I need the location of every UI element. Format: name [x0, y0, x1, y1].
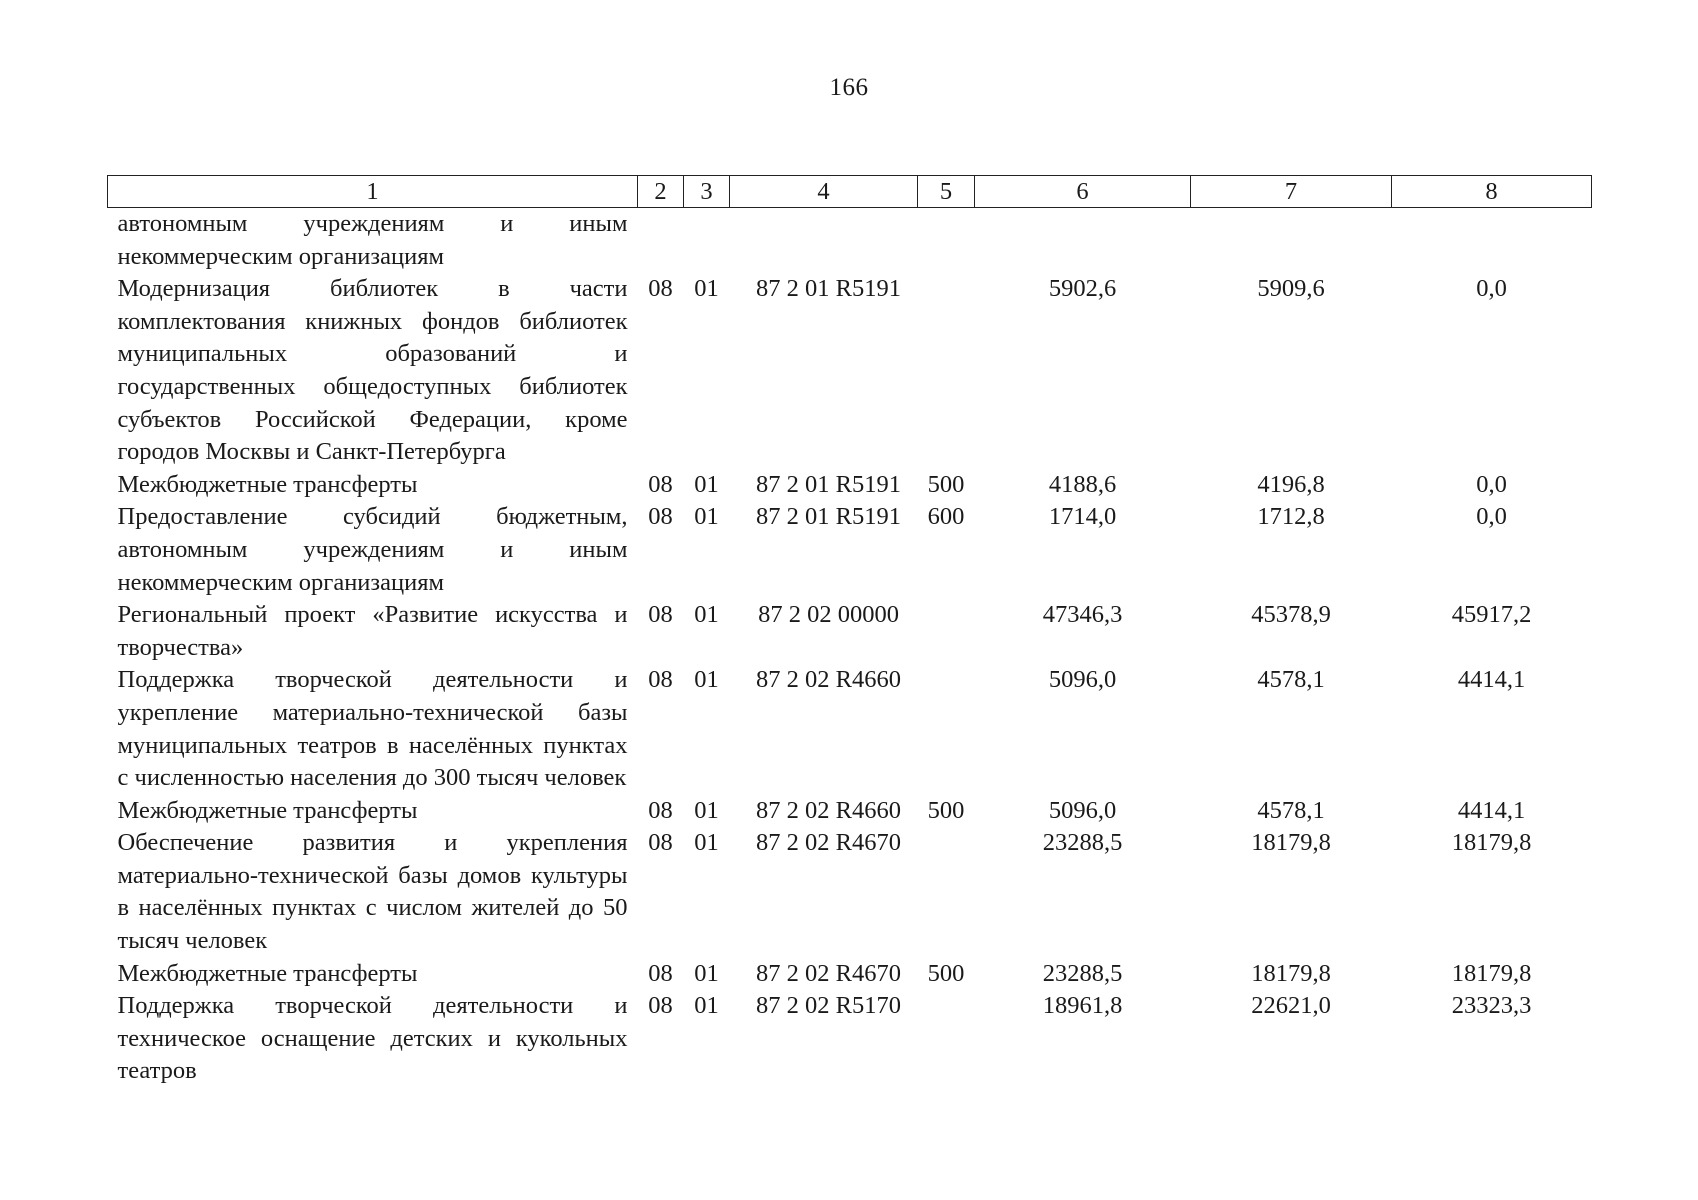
expense-type-cell	[918, 599, 975, 664]
amount-year1-cell: 5096,0	[1048, 666, 1117, 694]
expense-name-cell: Предоставление субсидий бюджетным, автономным учреждениям и иным некоммерческим организациям	[117, 503, 628, 596]
target-article-code: 87 2 02 00000	[758, 601, 899, 629]
expense-name-cell: Межбюджетные трансферты	[117, 959, 418, 987]
amount-year2-cell: 4196,8	[1257, 470, 1325, 498]
table-row	[108, 664, 1592, 794]
amount-year1-cell: 5096,0	[1048, 796, 1117, 824]
target-article-code: 87 2 02 R4670	[756, 959, 901, 987]
expense-type-cell	[918, 273, 975, 469]
amount-year1-cell	[975, 208, 1191, 274]
subsection-code-cell: 01	[694, 796, 719, 824]
expense-name-cell: Модернизация библиотек в части комплектования книжных фондов библиотек муниципальных образований и государственных общедоступных библиотек субъектов Российской Федерации, кроме городов Москвы и Санкт-Петербурга	[117, 275, 628, 466]
expense-type-cell: 500	[927, 470, 965, 498]
section-code-cell: 08	[648, 992, 673, 1020]
column-header: 4	[730, 176, 918, 208]
target-article-cell	[730, 501, 918, 599]
target-article-code: 87 2 02 R4660	[756, 666, 901, 694]
expense-type-cell	[918, 208, 975, 274]
expense-name-cell: Межбюджетные трансферты	[117, 470, 418, 498]
target-article-cell	[730, 958, 918, 991]
amount-year3-cell: 18179,8	[1451, 829, 1532, 857]
section-code-cell: 08	[648, 275, 673, 303]
table-row	[108, 827, 1592, 957]
amount-year2-cell: 22621,0	[1251, 992, 1331, 1020]
table-header-row	[108, 176, 1592, 208]
target-article-code: 87 2 01 R5191	[756, 470, 901, 498]
subsection-code-cell: 01	[694, 666, 719, 694]
column-header: 6	[975, 176, 1191, 208]
subsection-code-cell: 01	[694, 959, 719, 987]
amount-year1-cell: 23288,5	[1042, 829, 1123, 857]
expense-name-cell: Поддержка творческой деятельности и укрепление материально-технической базы муниципальных театров в населённых пунктах с численностью населения до 300 тысяч человек	[117, 666, 628, 792]
table-row	[108, 469, 1592, 502]
target-article-cell	[730, 664, 918, 794]
table-row	[108, 990, 1592, 1088]
column-header: 5	[918, 176, 975, 208]
amount-year2-cell: 45378,9	[1251, 601, 1331, 629]
expense-name-cell: Региональный проект «Развитие искусства и творчества»	[117, 601, 628, 661]
amount-year3-cell: 0,0	[1476, 470, 1507, 498]
column-header: 7	[1191, 176, 1392, 208]
amount-year1-cell: 4188,6	[1048, 470, 1117, 498]
table-row	[108, 501, 1592, 599]
target-article-code: 87 2 01 R5191	[756, 275, 901, 303]
amount-year2-cell: 1712,8	[1257, 503, 1325, 531]
column-header: 2	[638, 176, 684, 208]
amount-year2-cell: 5909,6	[1257, 275, 1325, 303]
amount-year1-cell: 18961,8	[1042, 992, 1123, 1020]
expense-type-cell	[918, 827, 975, 957]
section-code-cell: 08	[648, 796, 673, 824]
target-article-cell	[730, 208, 918, 274]
budget-table	[107, 175, 1592, 1088]
section-code-cell: 08	[648, 666, 673, 694]
amount-year3-cell: 23323,3	[1451, 992, 1532, 1020]
expense-type-cell: 500	[927, 796, 965, 824]
amount-year3-cell: 18179,8	[1451, 959, 1532, 987]
table-row	[108, 273, 1592, 469]
amount-year2-cell: 18179,8	[1251, 959, 1331, 987]
section-code-cell	[638, 208, 684, 274]
amount-year3-cell: 4414,1	[1457, 666, 1526, 694]
amount-year1-cell: 47346,3	[1042, 601, 1123, 629]
amount-year3-cell	[1392, 208, 1592, 274]
page-number: 166	[829, 74, 869, 101]
expense-name-cell: Обеспечение развития и укрепления материально-технической базы домов культуры в населённых пунктах с числом жителей до 50 тысяч человек	[117, 829, 628, 955]
column-header: 8	[1392, 176, 1592, 208]
subsection-code-cell: 01	[694, 829, 719, 857]
amount-year1-cell: 23288,5	[1042, 959, 1123, 987]
target-article-cell	[730, 273, 918, 469]
subsection-code-cell: 01	[694, 601, 719, 629]
table-body	[108, 208, 1592, 1089]
target-article-code: 87 2 01 R5191	[756, 503, 901, 531]
target-article-cell	[730, 469, 918, 502]
expense-type-cell	[918, 990, 975, 1088]
amount-year2-cell: 4578,1	[1257, 666, 1325, 694]
target-article-cell	[730, 795, 918, 828]
target-article-code: 87 2 02 R4670	[756, 829, 901, 857]
amount-year3-cell: 0,0	[1476, 503, 1507, 531]
amount-year3-cell: 0,0	[1476, 275, 1507, 303]
amount-year1-cell: 5902,6	[1048, 275, 1117, 303]
table-row	[108, 599, 1592, 664]
subsection-code-cell: 01	[694, 503, 719, 531]
expense-name-cell: автономным учреждениям и иным некоммерческим организациям	[117, 210, 628, 270]
column-header: 3	[684, 176, 730, 208]
target-article-cell	[730, 599, 918, 664]
section-code-cell: 08	[648, 959, 673, 987]
expense-type-cell: 600	[927, 503, 965, 531]
amount-year1-cell: 1714,0	[1048, 503, 1117, 531]
table-row	[108, 795, 1592, 828]
section-code-cell: 08	[648, 503, 673, 531]
expense-name-cell: Поддержка творческой деятельности и техническое оснащение детских и кукольных театров	[117, 992, 628, 1085]
subsection-code-cell	[684, 208, 730, 274]
subsection-code-cell: 01	[694, 992, 719, 1020]
target-article-code: 87 2 02 R4660	[756, 796, 901, 824]
amount-year3-cell: 4414,1	[1457, 796, 1526, 824]
section-code-cell: 08	[648, 470, 673, 498]
section-code-cell: 08	[648, 601, 673, 629]
target-article-code: 87 2 02 R5170	[756, 992, 901, 1020]
expense-type-cell: 500	[927, 959, 965, 987]
expense-type-cell	[918, 664, 975, 794]
target-article-cell	[730, 827, 918, 957]
amount-year3-cell: 45917,2	[1451, 601, 1532, 629]
table-row	[108, 958, 1592, 991]
subsection-code-cell: 01	[694, 275, 719, 303]
section-code-cell: 08	[648, 829, 673, 857]
expense-name-cell: Межбюджетные трансферты	[117, 796, 418, 824]
column-header: 1	[108, 176, 638, 208]
target-article-cell	[730, 990, 918, 1088]
table-row	[108, 208, 1592, 274]
amount-year2-cell	[1191, 208, 1392, 274]
amount-year2-cell: 4578,1	[1257, 796, 1325, 824]
amount-year2-cell: 18179,8	[1251, 829, 1331, 857]
subsection-code-cell: 01	[694, 470, 719, 498]
